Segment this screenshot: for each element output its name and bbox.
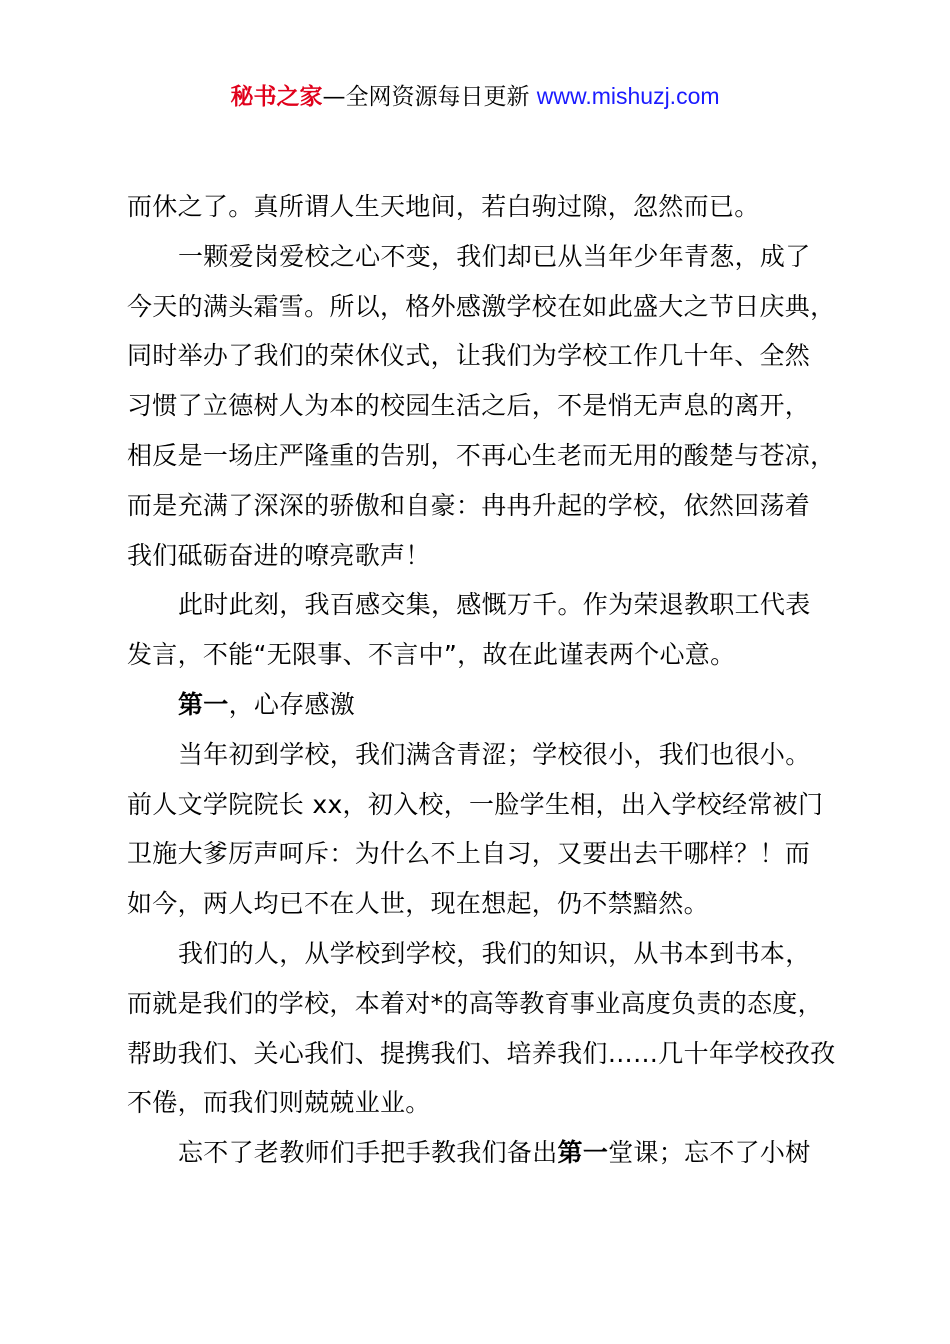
text-line: 发言，不能“无限事、不言中”，故在此谨表两个心意。 (127, 640, 736, 670)
page-header (0, 80, 950, 113)
text-line: 忘不了老教师们手把手教我们备出第一堂课；忘不了小树 (178, 1138, 811, 1168)
text-line: 而就是我们的学校，本着对*的高等教育事业高度负责的态度， (127, 988, 823, 1018)
text-line: 而休之了。真所谓人生天地间，若白驹过隙，忽然而已。 (127, 192, 760, 221)
text-line: 卫施大爹厉声呵斥：为什么不上自习，又要出去干哪样？！而 (127, 839, 811, 869)
site-brand: 秘书之家 (230, 84, 323, 110)
text-line: 而是充满了深深的骄傲和自豪：冉冉升起的学校，依然回荡着 (127, 490, 811, 520)
text-line: 帮助我们、关心我们、提携我们、培养我们……几十年学校孜孜 (127, 1038, 836, 1068)
text-line: 我们砥砺奋进的嘹亮歌声！ (127, 540, 431, 570)
text-line: 同时举办了我们的荣休仪式，让我们为学校工作几十年、全然 (127, 341, 811, 371)
text-line: 今天的满头霜雪。所以，格外感激学校在如此盛大之节日庆典， (127, 291, 836, 321)
site-tagline: —全网资源每日更新 (322, 84, 537, 110)
section-heading-bold: 第一 (178, 689, 229, 719)
site-url-link[interactable]: www.mishuzj.com (536, 83, 720, 109)
text-line: 习惯了立德树人为本的校园生活之后，不是悄无声息的离开， (127, 391, 811, 421)
text-line: 相反是一场庄严隆重的告别，不再心生老而无用的酸楚与苍凉， (127, 440, 836, 470)
text-line: 当年初到学校，我们满含青涩；学校很小，我们也很小。 (178, 739, 811, 769)
text-line: 不倦，而我们则兢兢业业。 (127, 1088, 431, 1118)
document-body (127, 182, 857, 1178)
section-heading: 第一，心存感激 (178, 689, 356, 719)
text-line: 前人文学院院长 xx，初入校，一脸学生相，出入学校经常被门 (127, 789, 824, 819)
text-line: 我们的人，从学校到学校，我们的知识，从书本到书本， (178, 938, 811, 968)
text-line: 此时此刻，我百感交集，感慨万千。作为荣退教职工代表 (178, 590, 811, 620)
text-line: 如今，两人均已不在人世，现在想起，仍不禁黯然。 (127, 889, 709, 919)
inline-bold-text: 第一 (557, 1138, 609, 1168)
text-line: 一颗爱岗爱校之心不变，我们却已从当年少年青葱，成了 (178, 241, 811, 271)
